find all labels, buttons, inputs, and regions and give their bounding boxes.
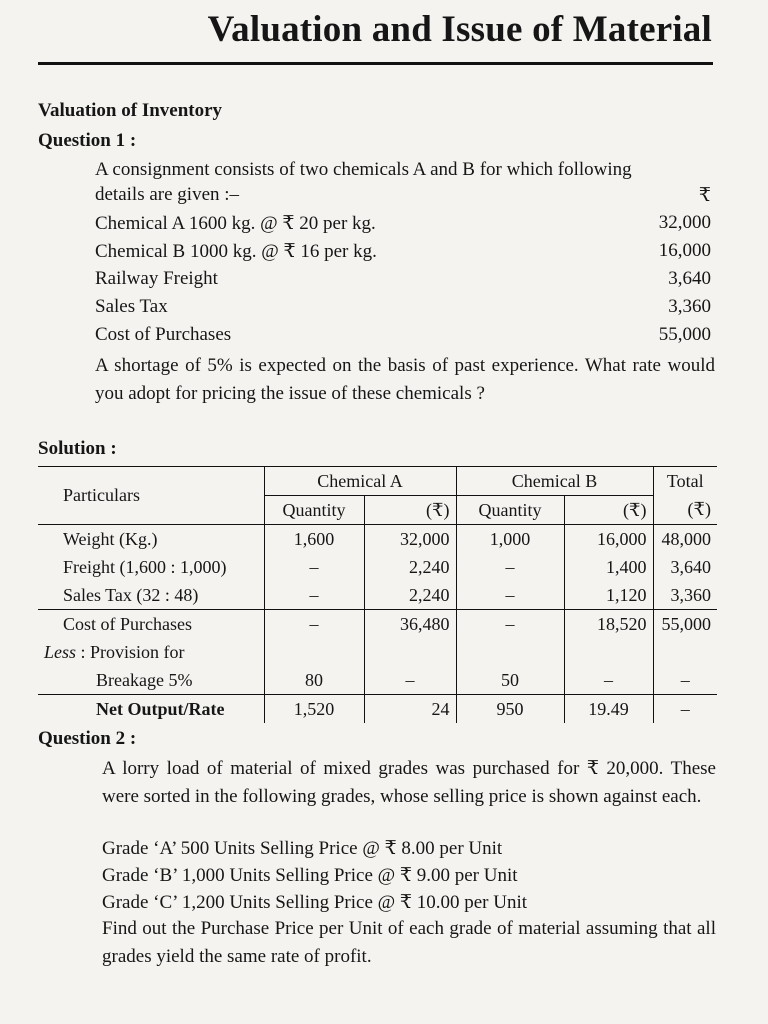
q2-paragraph: A lorry load of material of mixed grades was purchased for ₹ 20,000. These were sorted in the following grades, whose selling price is shown against each. (102, 758, 716, 807)
table-row (38, 666, 717, 695)
cell: 1,120 (564, 581, 653, 610)
q1-item (95, 212, 711, 235)
row-label: Sales Tax (32 : 48) (63, 584, 199, 605)
q2-grade: Grade ‘B’ 1,000 Units Selling Price @ ₹ 9.00 per Unit (102, 865, 518, 886)
cell: 48,000 (653, 525, 717, 554)
cell: 1,000 (456, 525, 564, 554)
cell: 36,480 (364, 610, 456, 639)
cell: 2,240 (364, 581, 456, 610)
cell: – (264, 610, 364, 639)
q1-item-label: Cost of Purchases (95, 324, 232, 345)
cell: – (653, 695, 717, 724)
q1-intro-row (95, 184, 711, 206)
q1-item-label: Chemical B 1000 kg. @ ₹ 16 per kg. (95, 241, 377, 262)
question-2-heading: Question 2 : (38, 728, 137, 749)
cell: – (364, 666, 456, 695)
row-label: Cost of Purchases (63, 613, 192, 634)
header-rupees: (₹) (564, 496, 653, 525)
q1-item-label: Chemical A 1600 kg. @ ₹ 20 per kg. (95, 213, 376, 234)
table-row-less (38, 638, 717, 666)
less-text: : Provision for (80, 641, 185, 662)
cell: 32,000 (364, 525, 456, 554)
cell: 3,640 (653, 553, 717, 581)
table-row (38, 581, 717, 610)
header-rupees: (₹) (364, 496, 456, 525)
cell: 24 (364, 695, 456, 724)
header-total: Total (653, 467, 717, 496)
cell: 950 (456, 695, 564, 724)
q1-question-text: A shortage of 5% is expected on the basis of past experience. What rate would you adopt for pricing the issue of these chemicals ? (95, 355, 715, 404)
question-1-heading: Question 1 : (38, 130, 137, 151)
q1-item (95, 296, 711, 318)
q1-item (95, 240, 711, 263)
header-quantity: Quantity (456, 496, 564, 525)
cell: – (564, 666, 653, 695)
cell: – (264, 581, 364, 610)
row-label: Breakage 5% (96, 669, 193, 690)
q1-item-value: 3,640 (668, 268, 711, 289)
q1-intro-line-2: details are given :– (95, 184, 240, 205)
table-header-row (38, 467, 717, 496)
header-particulars: Particulars (63, 485, 140, 505)
q1-item-value: 3,360 (668, 296, 711, 317)
table-row (38, 525, 717, 554)
q2-grade: Grade ‘C’ 1,200 Units Selling Price @ ₹ 10.00 per Unit (102, 892, 528, 913)
row-label: Net Output/Rate (96, 698, 225, 719)
q2-grade: Grade ‘A’ 500 Units Selling Price @ ₹ 8.00 per Unit (102, 838, 503, 859)
title-rule (38, 62, 713, 65)
header-quantity: Quantity (264, 496, 364, 525)
cell: 3,360 (653, 581, 717, 610)
q1-item-value: 16,000 (658, 240, 711, 261)
cell: 1,600 (264, 525, 364, 554)
q1-item-label: Sales Tax (95, 296, 168, 317)
table-row-net (38, 695, 717, 724)
q1-item (95, 324, 711, 346)
solution-table (38, 466, 717, 723)
cell: 80 (264, 666, 364, 695)
cell: 19.49 (564, 695, 653, 724)
section-heading: Valuation of Inventory (38, 100, 223, 121)
currency-symbol: ₹ (698, 185, 711, 206)
cell: 1,400 (564, 553, 653, 581)
header-rupees: (₹) (653, 496, 717, 525)
cell: 50 (456, 666, 564, 695)
less-label (38, 638, 264, 666)
solution-heading: Solution : (38, 438, 117, 459)
header-chemical-b: Chemical B (456, 467, 653, 496)
q1-item-value: 55,000 (658, 324, 711, 345)
cell: – (456, 553, 564, 581)
table-row (38, 610, 717, 639)
cell: – (653, 666, 717, 695)
q1-item (95, 268, 711, 290)
cell: 1,520 (264, 695, 364, 724)
cell: 16,000 (564, 525, 653, 554)
cell: – (456, 581, 564, 610)
row-label: Weight (Kg.) (63, 528, 158, 549)
table-row (38, 553, 717, 581)
cell: 18,520 (564, 610, 653, 639)
cell: – (456, 610, 564, 639)
q1-intro-line-1: A consignment consists of two chemicals A and B for which following (95, 159, 632, 180)
row-label: Freight (1,600 : 1,000) (63, 556, 227, 577)
q1-item-value: 32,000 (658, 212, 711, 233)
q1-item-label: Railway Freight (95, 268, 218, 289)
q2-task: Find out the Purchase Price per Unit of each grade of material assuming that all grades yield the same rate of profit. (102, 918, 716, 967)
cell: 2,240 (364, 553, 456, 581)
header-chemical-a: Chemical A (264, 467, 456, 496)
less-word: Less (44, 641, 77, 662)
cell: – (264, 553, 364, 581)
cell: 55,000 (653, 610, 717, 639)
page-title: Valuation and Issue of Material (207, 9, 712, 50)
